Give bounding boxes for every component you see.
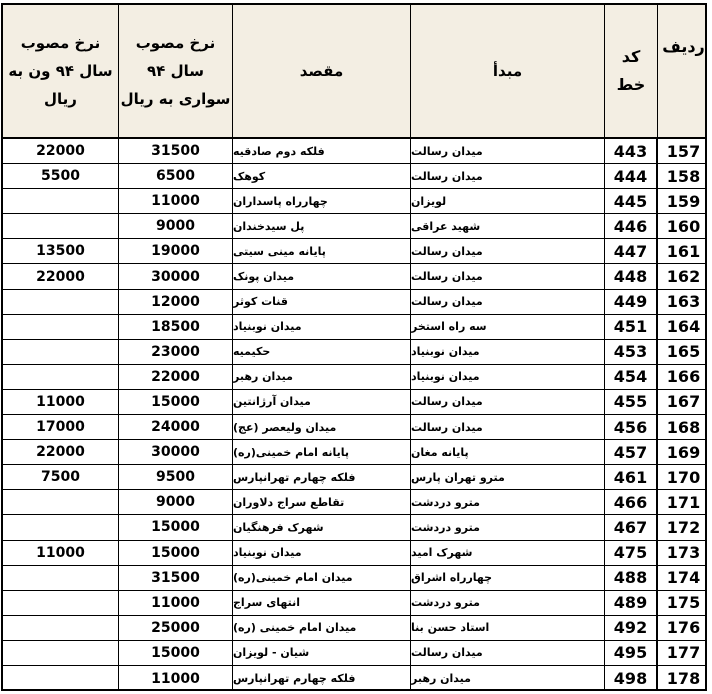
cell-van-rate — [3, 365, 119, 389]
cell-destination: پل سیدخندان — [233, 214, 411, 238]
cell-van-rate — [3, 340, 119, 364]
table-row — [3, 641, 707, 666]
cell-row-number: 173 — [666, 543, 701, 563]
cell-destination: میدان نوبنیاد — [233, 541, 411, 565]
cell-destination: شهرک فرهنگیان — [233, 515, 411, 539]
cell-origin: مترو دردشت — [411, 591, 605, 615]
cell-car-rate: 9000 — [119, 214, 233, 238]
cell-origin: میدان نوبنیاد — [411, 340, 605, 364]
cell-van-rate — [3, 641, 119, 665]
cell-car-rate: 11000 — [119, 591, 233, 615]
cell-row-number: 175 — [666, 593, 701, 613]
cell-row-number: 158 — [666, 166, 701, 186]
table-row — [3, 566, 707, 591]
table-row — [3, 164, 707, 189]
table-row — [3, 515, 707, 540]
header-van-rate — [3, 5, 119, 137]
cell-van-rate: 22000 — [3, 440, 119, 464]
cell-car-rate: 15000 — [119, 390, 233, 414]
cell-line-code: 489 — [605, 591, 658, 615]
cell-row-number: 161 — [666, 241, 701, 261]
table-row — [3, 490, 707, 515]
cell-destination: فلکه چهارم تهرانپارس — [233, 465, 411, 489]
cell-row-number: 166 — [666, 367, 701, 387]
cell-van-rate — [3, 490, 119, 514]
cell-origin: پایانه مغان — [411, 440, 605, 464]
cell-line-code: 449 — [605, 290, 658, 314]
cell-destination: قنات کوثر — [233, 290, 411, 314]
cell-origin: شهرک امید — [411, 541, 605, 565]
cell-line-code: 495 — [605, 641, 658, 665]
cell-van-rate — [3, 566, 119, 590]
cell-van-rate — [3, 290, 119, 314]
cell-van-rate: 11000 — [3, 390, 119, 414]
cell-destination: کوهک — [233, 164, 411, 188]
cell-origin: مترو دردشت — [411, 490, 605, 514]
header-car-rate-line1: نرخ مصوب — [135, 34, 216, 52]
table-row — [3, 666, 707, 691]
cell-destination: پایانه مینی سیتی — [233, 239, 411, 263]
cell-van-rate — [3, 214, 119, 238]
cell-row-number: 165 — [666, 342, 701, 362]
cell-van-rate: 13500 — [3, 239, 119, 263]
cell-line-code: 488 — [605, 566, 658, 590]
cell-origin: میدان رسالت — [411, 164, 605, 188]
table-row — [3, 214, 707, 239]
table-row — [3, 139, 707, 164]
fare-table — [1, 3, 707, 691]
cell-line-code: 461 — [605, 465, 658, 489]
table-row — [3, 340, 707, 365]
table-row — [3, 541, 707, 566]
table-row — [3, 264, 707, 289]
cell-line-code: 453 — [605, 340, 658, 364]
cell-line-code: 457 — [605, 440, 658, 464]
header-line-code-line2: خط — [616, 75, 646, 94]
cell-row-number: 172 — [666, 517, 701, 537]
table-row — [3, 365, 707, 390]
table-row — [3, 189, 707, 214]
cell-destination: شیان - لویزان — [233, 641, 411, 665]
cell-destination: فلکه دوم صادقیه — [233, 139, 411, 163]
cell-car-rate: 18500 — [119, 315, 233, 339]
header-line-code — [605, 5, 658, 137]
cell-line-code: 456 — [605, 415, 658, 439]
cell-destination: میدان رهبر — [233, 365, 411, 389]
cell-line-code: 466 — [605, 490, 658, 514]
table-row — [3, 465, 707, 490]
cell-origin: میدان رسالت — [411, 239, 605, 263]
cell-row-number: 171 — [666, 492, 701, 512]
cell-line-code: 443 — [605, 139, 658, 163]
cell-row-number: 168 — [666, 417, 701, 437]
table-row — [3, 315, 707, 340]
cell-origin: شهید عراقی — [411, 214, 605, 238]
cell-car-rate: 22000 — [119, 365, 233, 389]
cell-destination: میدان ولیعصر (عج) — [233, 415, 411, 439]
table-row — [3, 415, 707, 440]
cell-car-rate: 6500 — [119, 164, 233, 188]
cell-destination: فلکه چهارم تهرانپارس — [233, 666, 411, 691]
cell-origin: مترو تهران پارس — [411, 465, 605, 489]
header-car-rate-line3: سواری به ریال — [120, 90, 231, 108]
cell-origin: میدان رسالت — [411, 139, 605, 163]
cell-van-rate: 5500 — [3, 164, 119, 188]
cell-van-rate: 22000 — [3, 139, 119, 163]
cell-line-code: 467 — [605, 515, 658, 539]
cell-row-number: 170 — [666, 467, 701, 487]
cell-car-rate: 11000 — [119, 189, 233, 213]
cell-row-number: 176 — [666, 618, 701, 638]
cell-van-rate — [3, 315, 119, 339]
cell-line-code: 475 — [605, 541, 658, 565]
cell-destination: میدان نوبنیاد — [233, 315, 411, 339]
cell-destination: انتهای سراج — [233, 591, 411, 615]
cell-van-rate: 17000 — [3, 415, 119, 439]
cell-origin: چهارراه اشراق — [411, 566, 605, 590]
table-row — [3, 239, 707, 264]
cell-van-rate: 11000 — [3, 541, 119, 565]
cell-row-number: 157 — [666, 141, 701, 161]
cell-van-rate: 22000 — [3, 264, 119, 288]
table-row — [3, 390, 707, 415]
cell-destination: میدان آرژانتین — [233, 390, 411, 414]
cell-destination: میدان امام خمینی(ره) — [233, 566, 411, 590]
cell-car-rate: 11000 — [119, 666, 233, 691]
header-row-number-label: ردیف — [662, 37, 705, 56]
table-row — [3, 440, 707, 465]
header-destination-label: مقصد — [299, 62, 344, 80]
header-origin — [411, 5, 605, 137]
cell-car-rate: 15000 — [119, 515, 233, 539]
cell-origin: میدان رسالت — [411, 641, 605, 665]
cell-origin: میدان رسالت — [411, 290, 605, 314]
cell-destination: پایانه امام خمینی(ره) — [233, 440, 411, 464]
cell-destination: میدان امام خمینی (ره) — [233, 616, 411, 640]
cell-origin: میدان رسالت — [411, 390, 605, 414]
cell-car-rate: 31500 — [119, 566, 233, 590]
cell-car-rate: 31500 — [119, 139, 233, 163]
cell-line-code: 492 — [605, 616, 658, 640]
cell-car-rate: 9500 — [119, 465, 233, 489]
header-van-rate-line1: نرخ مصوب — [20, 34, 101, 52]
cell-destination: تقاطع سراج دلاوران — [233, 490, 411, 514]
header-car-rate — [119, 5, 233, 137]
cell-destination: میدان پونک — [233, 264, 411, 288]
header-row-number — [658, 5, 707, 137]
cell-car-rate: 12000 — [119, 290, 233, 314]
cell-destination: چهارراه پاسداران — [233, 189, 411, 213]
table-row — [3, 591, 707, 616]
cell-line-code: 444 — [605, 164, 658, 188]
cell-van-rate — [3, 189, 119, 213]
cell-row-number: 178 — [666, 669, 701, 689]
cell-car-rate: 9000 — [119, 490, 233, 514]
cell-line-code: 448 — [605, 264, 658, 288]
cell-line-code: 447 — [605, 239, 658, 263]
cell-row-number: 164 — [666, 317, 701, 337]
cell-line-code: 498 — [605, 666, 658, 691]
header-line-code-line1: کد — [621, 47, 641, 66]
cell-van-rate — [3, 616, 119, 640]
cell-row-number: 169 — [666, 442, 701, 462]
cell-line-code: 446 — [605, 214, 658, 238]
cell-row-number: 160 — [666, 216, 701, 236]
cell-van-rate — [3, 666, 119, 691]
cell-line-code: 445 — [605, 189, 658, 213]
cell-car-rate: 19000 — [119, 239, 233, 263]
cell-origin: مترو دردشت — [411, 515, 605, 539]
cell-row-number: 167 — [666, 392, 701, 412]
header-car-rate-line2: سال ۹۴ — [147, 62, 204, 80]
cell-row-number: 159 — [666, 191, 701, 211]
cell-origin: میدان نوبنیاد — [411, 365, 605, 389]
table-body — [3, 139, 707, 691]
cell-line-code: 455 — [605, 390, 658, 414]
cell-origin: میدان رهبر — [411, 666, 605, 691]
cell-origin: استاد حسن بنا — [411, 616, 605, 640]
cell-car-rate: 30000 — [119, 440, 233, 464]
cell-row-number: 177 — [666, 643, 701, 663]
cell-car-rate: 24000 — [119, 415, 233, 439]
cell-van-rate — [3, 591, 119, 615]
cell-origin: میدان رسالت — [411, 415, 605, 439]
table-row — [3, 616, 707, 641]
table-header — [3, 5, 707, 139]
cell-van-rate — [3, 515, 119, 539]
header-van-rate-line2: سال ۹۴ ون به — [8, 62, 113, 80]
cell-car-rate: 25000 — [119, 616, 233, 640]
cell-row-number: 174 — [666, 568, 701, 588]
cell-line-code: 451 — [605, 315, 658, 339]
header-origin-label: مبدأ — [492, 62, 523, 80]
cell-car-rate: 23000 — [119, 340, 233, 364]
cell-origin: میدان رسالت — [411, 264, 605, 288]
cell-van-rate: 7500 — [3, 465, 119, 489]
cell-car-rate: 15000 — [119, 541, 233, 565]
cell-row-number: 163 — [666, 292, 701, 312]
cell-origin: سه راه استخر — [411, 315, 605, 339]
cell-destination: حکیمیه — [233, 340, 411, 364]
header-destination — [233, 5, 411, 137]
header-van-rate-line3: ریال — [44, 90, 77, 108]
cell-row-number: 162 — [666, 267, 701, 287]
cell-car-rate: 15000 — [119, 641, 233, 665]
cell-line-code: 454 — [605, 365, 658, 389]
table-row — [3, 290, 707, 315]
cell-origin: لویزان — [411, 189, 605, 213]
cell-car-rate: 30000 — [119, 264, 233, 288]
